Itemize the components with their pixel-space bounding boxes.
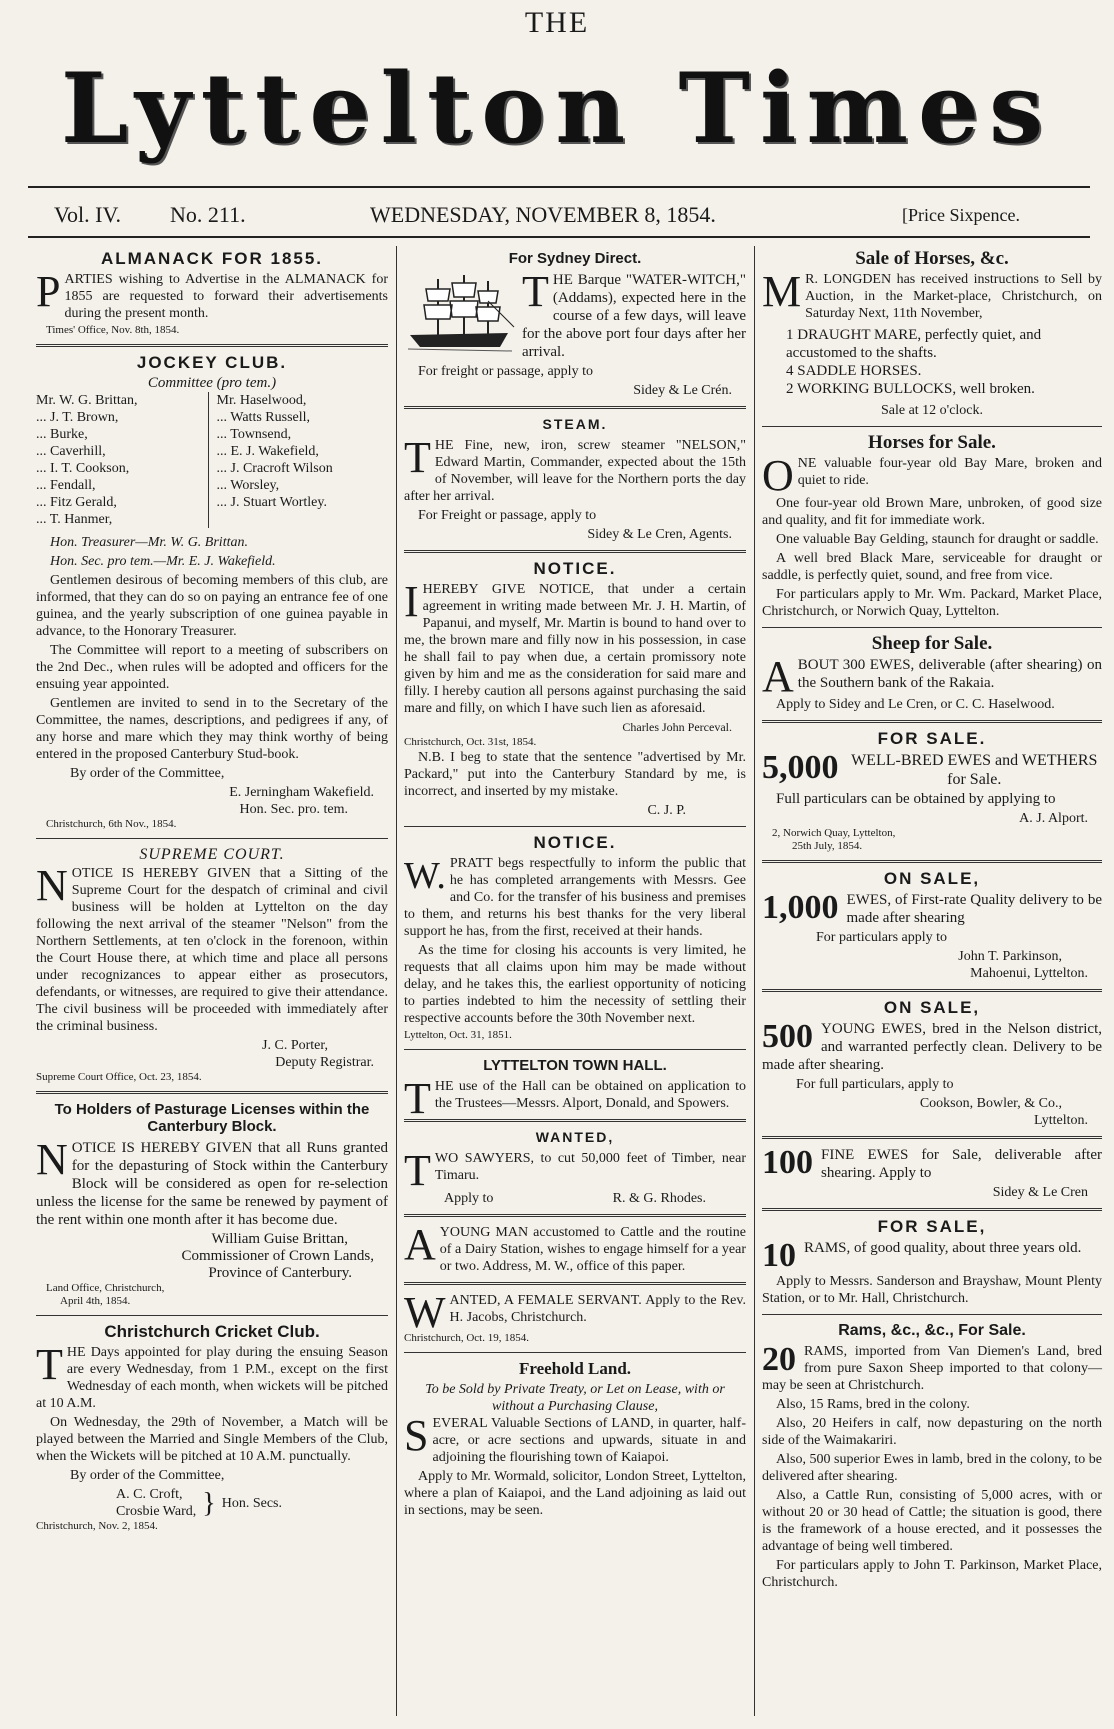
notice-title: NOTICE. (533, 559, 617, 578)
wanted-apply-row (404, 1190, 746, 1207)
sale-title: ON SALE, (883, 869, 981, 888)
dropcap: O (762, 451, 794, 500)
sale-500-ad (762, 999, 1102, 1129)
big-number: 500 (762, 1018, 813, 1055)
sale-item: 2 WORKING BULLOCKS, well broken. (786, 381, 1035, 397)
signature: Charles John Perceval. (622, 720, 732, 734)
almanack-body: ARTIES wishing to Advertise in the ALMANACK for 1855 are requested to forward their advertisements during the present month. (64, 272, 388, 321)
cricket-order: By order of the Committee, (70, 1468, 225, 1483)
dropcap: W. (404, 855, 446, 897)
dropcap: N (36, 1135, 68, 1184)
rams-p2: Apply to Messrs. Sanderson and Brayshaw, Mount Plenty Station, or to Mr. Hall, Christchurch. (762, 1274, 1102, 1306)
member: ... T. Hanmer, (36, 512, 113, 527)
sheep-title: Sheep for Sale. (871, 633, 993, 654)
pasturage-body: OTICE IS HEREBY GIVEN that all Runs granted for the depasturing of Stock within the Canterbury Block will be considered as open for re-selection unless the license for the same be renewed by payment of the rent within one month after it has become due. (36, 1140, 388, 1228)
dropcap: W (404, 1288, 446, 1337)
signature-role: Commissioner of Crown Lands, (181, 1248, 374, 1264)
horse-sale-title: Sale of Horses, &c. (855, 248, 1009, 269)
separator (762, 1136, 1102, 1139)
dropcap: A (762, 652, 794, 701)
dropcap: P (36, 267, 61, 316)
big-number: 5,000 (762, 749, 839, 786)
freehold-p1: EVERAL Valuable Sections of LAND, in quarter, half-acre, or acre sections and upwards, situate in and adjoining the flourishing town of Kaiapoi. (432, 1416, 746, 1465)
initials: C. J. P. (647, 803, 686, 818)
separator (404, 550, 746, 553)
sale-apply: For full particulars, apply to (796, 1077, 954, 1092)
separator (404, 1049, 746, 1050)
brace: } (202, 1487, 216, 1519)
sale-body: FINE EWES for Sale, deliverable after shearing. Apply to (821, 1147, 1102, 1181)
masthead-title: Lyttelton Times (60, 52, 1054, 165)
dropcap: T (404, 433, 431, 482)
column-divider-1 (396, 246, 397, 1716)
dropcap: I (404, 577, 419, 626)
separator (762, 1314, 1102, 1315)
price: [Price Sixpence. (902, 205, 1020, 225)
issue-date: WEDNESDAY, NOVEMBER 8, 1854. (370, 202, 716, 227)
member: ... Townsend, (216, 427, 292, 442)
separator (36, 1315, 388, 1316)
almanack-footer: Times' Office, Nov. 8th, 1854. (46, 324, 180, 336)
sale-1000-ad (762, 870, 1102, 982)
cricket-signatures (36, 1486, 388, 1520)
separator (762, 989, 1102, 992)
sale-5000-ad (762, 730, 1102, 853)
rams-p2: Also, 15 Rams, bred in the colony. (776, 1397, 970, 1412)
rams-title: FOR SALE, (877, 1217, 987, 1236)
horses-p2: One four-year old Brown Mare, unbroken, of good size and quality, and fit for immediate work. (762, 496, 1102, 528)
signature: Sidey & Le Cren (992, 1185, 1088, 1200)
sale-apply: For particulars apply to (816, 930, 948, 945)
member: ... Watts Russell, (216, 410, 311, 425)
rams-10-ad (762, 1218, 1102, 1307)
wanted-apply: Apply to (444, 1191, 494, 1206)
steam-body: HE Fine, new, iron, screw steamer "NELSON," Edward Martin, Commander, expected about the 15th of November, will leave for the Northern ports the day after her arrival. (404, 438, 746, 504)
jockey-footer: Christchurch, 6th Nov., 1854. (46, 818, 177, 830)
servant-body: ANTED, A FEMALE SERVANT. Apply to the Rev. H. Jacobs, Christchurch. (449, 1293, 746, 1325)
member: ... J. Stuart Wortley. (216, 495, 327, 510)
member: ... E. J. Wakefield, (216, 444, 319, 459)
separator (36, 344, 388, 347)
almanack-ad (36, 250, 388, 337)
dropcap: T (522, 267, 549, 316)
freehold-subtitle: To be Sold by Private Treaty, or Let on Lease, with or without a Purchasing Clause, (425, 1382, 725, 1414)
member: ... J. Cracroft Wilson (216, 461, 333, 476)
rams-body: RAMS, imported from Van Diemen's Land, bred from pure Saxon Sheep imported to that colony—may be seen at Christchurch. (762, 1344, 1102, 1393)
jockey-subtitle: Committee (pro tem.) (147, 375, 277, 391)
dropcap: A (404, 1220, 436, 1269)
notice-perceval (404, 560, 746, 819)
freehold-p2: Apply to Mr. Wormald, solicitor, London Street, Lyttelton, where a plan of Kaiapoi, and the Land adjoining as laid out in sections, may be seen. (404, 1469, 746, 1518)
horses-for-sale-ad (762, 434, 1102, 620)
youngman-body: YOUNG MAN accustomed to Cattle and the routine of a Dairy Station, wishes to engage himself for a year or two. Address, M. W., office of this paper. (439, 1225, 746, 1274)
treasurer: Hon. Treasurer—Mr. W. G. Brittan. (50, 535, 248, 550)
volume: Vol. IV. (54, 202, 122, 227)
signature: E. Jerningham Wakefield. (229, 785, 374, 800)
masthead-the: THE (524, 6, 590, 39)
member: ... Fendall, (36, 478, 96, 493)
sale-100-ad (762, 1146, 1102, 1201)
signature-role: Hon. Sec. pro. tem. (239, 802, 348, 817)
big-number: 100 (762, 1144, 813, 1181)
sale-body: YOUNG EWES, bred in the Nelson district, and warranted perfectly clean. Delivery to be made after shearing. (762, 1021, 1102, 1073)
dropcap: S (404, 1411, 429, 1460)
young-man-ad (404, 1220, 746, 1275)
cricket-club-ad (36, 1323, 388, 1533)
separator (36, 838, 388, 839)
signature-role: Hon. Secs. (221, 1495, 283, 1511)
separator (762, 426, 1102, 427)
jockey-p1: Gentlemen desirous of becoming members of this club, are informed, that they can do so on paying an entrance fee of one guinea, and the yearly subscription of one guinea payable in advance, to the Honorary Treasurer. (36, 573, 388, 639)
separator (762, 627, 1102, 628)
agents: R. & G. Rhodes. (612, 1191, 706, 1206)
jockey-club-ad (36, 354, 388, 831)
notice-date: Christchurch, Oct. 31st, 1854. (404, 736, 537, 748)
wanted-title: WANTED, (535, 1129, 615, 1145)
sale-body: WELL-BRED EWES and WETHERS for Sale. (851, 752, 1098, 788)
dropcap: T (404, 1146, 431, 1195)
committee-list (36, 392, 388, 528)
separator (404, 1119, 746, 1122)
separator (762, 860, 1102, 863)
horse-sale-ad (762, 250, 1102, 419)
sale-time: Sale at 12 o'clock. (880, 403, 984, 418)
horses-p1: NE valuable four-year old Bay Mare, broken and quiet to ride. (797, 456, 1102, 488)
member: ... Worsley, (216, 478, 280, 493)
signature: A. J. Alport. (1019, 811, 1088, 826)
dropcap: N (36, 861, 68, 910)
member: ... J. T. Brown, (36, 410, 119, 425)
sale-title: FOR SALE. (877, 729, 987, 748)
sale-items (762, 326, 1102, 398)
member: ... Burke, (36, 427, 88, 442)
signature: A. C. Croft, (116, 1487, 183, 1502)
sale-item: 1 DRAUGHT MARE, perfectly quiet, and accustomed to the shafts. (786, 327, 1042, 361)
horses-p5: For particulars apply to Mr. Wm. Packard, Market Place, Christchurch, or Norwich Quay, Lyttelton. (762, 587, 1102, 619)
rams-p4: Also, 500 superior Ewes in lamb, bred in the colony, to be delivered after shearing. (762, 1452, 1102, 1484)
dateline (40, 196, 1090, 232)
column-2 (404, 246, 746, 1521)
sydney-apply: For freight or passage, apply to (418, 364, 593, 379)
notice-nb: N.B. I beg to state that the sentence "advertised by Mr. Packard," put into the Canterbury Standard by me, is incorrect, and inserted by my mistake. (404, 750, 746, 799)
separator (404, 826, 746, 827)
signature: J. C. Porter, (262, 1038, 328, 1053)
pasturage-footer-date: April 4th, 1854. (60, 1295, 131, 1307)
signature-role: Deputy Registrar. (275, 1055, 374, 1070)
jockey-order: By order of the Committee, (70, 766, 225, 781)
signature-place: Lyttelton. (1033, 1113, 1088, 1128)
member: ... Fitz Gerald, (36, 495, 117, 510)
horses-title: Horses for Sale. (868, 432, 996, 453)
pratt-footer: Lyttelton, Oct. 31, 1851. (404, 1029, 512, 1041)
issue-number: No. 211. (170, 202, 246, 227)
hall-body: HE use of the Hall can be obtained on application to the Trustees—Messrs. Alport, Donald, and Spowers. (434, 1079, 746, 1111)
big-number: 10 (762, 1237, 796, 1274)
signature: Cookson, Bowler, & Co., (919, 1096, 1062, 1111)
rams-20-ad (762, 1322, 1102, 1591)
separator (404, 1352, 746, 1353)
notice-pratt (404, 834, 746, 1042)
freehold-ad (404, 1360, 746, 1519)
big-number: 20 (762, 1341, 796, 1378)
jockey-p2: The Committee will report to a meeting of subscribers on the 2nd Dec., when rules will be adopted and officers for the ensuing year appointed. (36, 643, 388, 692)
rams-p5: Also, a Cattle Run, consisting of 5,000 acres, with or without 20 or 30 head of Cattle; the situation is good, there is the framework of a house erected, and it possesses the advantage of being well timbered. (762, 1488, 1102, 1554)
rams-body: RAMS, of good quality, about three years old. (804, 1240, 1082, 1256)
town-hall-ad (404, 1057, 746, 1123)
member: ... I. T. Cookson, (36, 461, 130, 476)
sheep-p2: Apply to Sidey and Le Cren, or C. C. Haselwood. (776, 697, 1055, 712)
steam-apply: For Freight or passage, apply to (418, 508, 597, 523)
member: Mr. Haselwood, (216, 393, 307, 408)
sale-footer-date: 25th July, 1854. (792, 840, 863, 852)
hall-title: LYTTELTON TOWN HALL. (483, 1057, 667, 1074)
pasturage-ad (36, 1101, 388, 1308)
sydney-body: HE Barque "WATER-WITCH," (Addams), expected here in the course of a few days, will leave for the above port four days after her arrival. (522, 272, 746, 360)
dropcap: T (36, 1340, 63, 1389)
jockey-p3: Gentlemen are invited to send in to the Secretary of the Committee, the names, descriptions, and pedigrees if any, of any horse and mare which they may think worthy of being entered in the proposed Canterbury Stud-book. (36, 696, 388, 762)
sydney-title: For Sydney Direct. (508, 250, 642, 267)
servant-footer: Christchurch, Oct. 19, 1854. (404, 1332, 529, 1344)
secretary: Hon. Sec. pro tem.—Mr. E. J. Wakefield. (50, 554, 276, 569)
wanted-body: WO SAWYERS, to cut 50,000 feet of Timber, near Timaru. (434, 1151, 746, 1183)
signature: William Guise Brittan, (211, 1231, 348, 1247)
pratt-p2: As the time for closing his accounts is very limited, he requests that all claims upon him may be made without delay, and he takes this, the earliest opportunity of noticing to parties indebted to him the necessity of settling their respective accounts before the 30th November next. (404, 943, 746, 1026)
sale-body: EWES, of First-rate Quality delivery to be made after shearing (846, 892, 1102, 926)
separator (404, 1282, 746, 1285)
sydney-ad (404, 250, 746, 399)
separator (404, 1214, 746, 1217)
cricket-p1: HE Days appointed for play during the ensuing Season are every Wednesday, from 1 P.M., except on the first Wednesday of each month, when wickets will be pitched at 10 A.M. (36, 1345, 388, 1411)
cricket-p2: On Wednesday, the 29th of November, a Match will be played between the Married and Single Members of the Club, when the Wickets will be pitched at 10 A.M. punctually. (36, 1415, 388, 1464)
agents: Sidey & Le Cren, Agents. (587, 527, 732, 542)
sawyers-ad (404, 1129, 746, 1207)
bottom-rule (28, 236, 1090, 238)
signature-province: Province of Canterbury. (208, 1265, 352, 1281)
court-body: OTICE IS HEREBY GIVEN that a Sitting of the Supreme Court for the despatch of criminal and civil business will be holden at Lyttelton on the day following the next arrival of the steamer "Nelson" from the Northern Settlements, at ten o'clock in the forenoon, within the Court House there, at which time and place all persons under recognizances to appear either as prosecutors, defendants, or witnesses, are required to give their attendance. The civil business will be proceeded with immediately after the criminal business. (36, 866, 388, 1034)
servant-ad (404, 1288, 746, 1345)
steam-title: STEAM. (542, 416, 608, 432)
notice-title: NOTICE. (533, 833, 617, 852)
dropcap: M (762, 267, 802, 316)
separator (762, 720, 1102, 723)
member: ... Caverhill, (36, 444, 106, 459)
dropcap: T (404, 1074, 431, 1123)
separator (762, 1208, 1102, 1211)
signature-place: Mahoenui, Lyttelton. (970, 966, 1088, 981)
cricket-footer: Christchurch, Nov. 2, 1854. (36, 1520, 158, 1532)
cricket-title: Christchurch Cricket Club. (104, 1322, 320, 1341)
horses-p4: A well bred Black Mare, serviceable for draught or saddle, is perfectly quiet, sound, and free from vice. (762, 551, 1102, 583)
signature: Crosbie Ward, (116, 1504, 197, 1519)
sheep-p1: BOUT 300 EWES, deliverable (after shearing) on the Southern bank of the Rakaia. (797, 657, 1102, 691)
supreme-court-ad (36, 846, 388, 1084)
rams-p3: Also, 20 Heifers in calf, now depasturing on the north side of the Waimakariri. (762, 1416, 1102, 1448)
sale-title: ON SALE, (883, 998, 981, 1017)
almanack-title: ALMANACK FOR 1855. (100, 249, 324, 268)
separator (404, 406, 746, 409)
pasturage-title: To Holders of Pasturage Licenses within the Canterbury Block. (54, 1101, 370, 1135)
horses-p3: One valuable Bay Gelding, staunch for draught or saddle. (776, 532, 1099, 547)
column-divider-2 (754, 246, 755, 1716)
rams-p6: For particulars apply to John T. Parkinson, Market Place, Christchurch. (762, 1558, 1102, 1590)
ship-icon (404, 271, 516, 355)
member: Mr. W. G. Brittan, (36, 393, 138, 408)
pratt-p1: PRATT begs respectfully to inform the public that he has completed arrangements with Messrs. Gee and Co. for the transfer of his business and premises to them, and returns his best thanks for the very liberal support he has, from the first, received at their hands. (404, 856, 746, 939)
court-title: SUPREME COURT. (139, 846, 285, 863)
agents: Sidey & Le Crén. (633, 383, 732, 398)
separator (36, 1091, 388, 1094)
notice-body: HEREBY GIVE NOTICE, that under a certain agreement in writing made between Mr. J. H. Martin, of Papanui, and myself, Mr. Martin is bound to hand over to me, the brown mare and filly now in his possession, in case he shall fail to pay when due, a certain promissory note given by him and me as the consideration for said mare and filly. I hereby caution all persons against purchasing the said mare and filly, on which I have such lien as aforesaid. (404, 582, 746, 716)
sale-p2: Full particulars can be obtained by applying to (776, 791, 1056, 807)
steam-ad (404, 416, 746, 543)
sale-footer: 2, Norwich Quay, Lyttelton, (772, 827, 896, 839)
pasturage-footer: Land Office, Christchurch, (46, 1282, 165, 1294)
freehold-title: Freehold Land. (518, 1359, 632, 1378)
horse-sale-body: R. LONGDEN has received instructions to Sell by Auction, in the Market-place, Christchurch, on Saturday Next, 11th November, (805, 272, 1102, 321)
sale-item: 4 SADDLE HORSES. (786, 363, 922, 379)
sheep-ad (762, 635, 1102, 713)
column-3 (762, 246, 1102, 1593)
signature: John T. Parkinson, (958, 949, 1062, 964)
court-footer: Supreme Court Office, Oct. 23, 1854. (36, 1071, 202, 1083)
rams-title: Rams, &c., &c., For Sale. (838, 1322, 1026, 1339)
top-rule (28, 186, 1090, 188)
column-1 (36, 246, 388, 1533)
big-number: 1,000 (762, 889, 839, 926)
jockey-title: JOCKEY CLUB. (136, 353, 288, 372)
